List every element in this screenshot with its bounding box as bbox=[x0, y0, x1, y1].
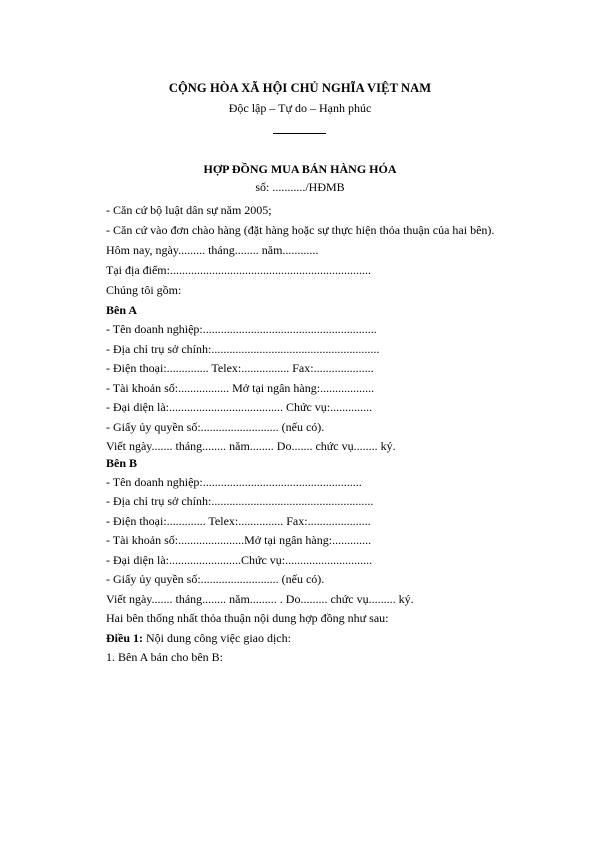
party-b-heading: Bên B bbox=[106, 456, 138, 470]
party-b-address: - Địa chỉ trụ sở chính:...................................................... bbox=[106, 494, 374, 508]
article-1-label: Điều 1: bbox=[106, 631, 143, 645]
article-1-text: Nội dung công việc giao dịch: bbox=[143, 631, 291, 645]
party-a-written: Viết ngày....... tháng........ năm........ Do....... chức vụ........ ký. bbox=[106, 439, 396, 453]
party-b-representative: - Đại diện là:........................Chức vụ:............................. bbox=[106, 553, 373, 567]
national-motto: Độc lập – Tự do – Hạnh phúc bbox=[228, 101, 372, 115]
contract-date-line: Hôm nay, ngày......... tháng........ năm............ bbox=[106, 243, 319, 257]
party-a-authorization: - Giấy ủy quyền số:.......................... (nếu có). bbox=[106, 420, 325, 434]
party-a-heading: Bên A bbox=[106, 303, 138, 317]
parties-intro: Chúng tôi gồm: bbox=[106, 283, 182, 297]
agreement-statement: Hai bên thống nhất thỏa thuận nội dung hợp đồng như sau: bbox=[106, 611, 389, 625]
party-b-written: Viết ngày....... tháng........ năm......... . Do......... chức vụ......... ký. bbox=[106, 592, 414, 606]
contract-place-line: Tại địa điểm:................................................................... bbox=[106, 263, 371, 277]
nation-heading: CỘNG HÒA XÃ HỘI CHỦ NGHĨA VIỆT NAM bbox=[168, 81, 432, 95]
article-1-item-1: 1. Bên A bán cho bên B: bbox=[106, 650, 223, 664]
party-a-address: - Địa chỉ trụ sở chính:........................................................ bbox=[106, 342, 380, 356]
article-1-line bbox=[106, 630, 291, 646]
party-b-company: - Tên doanh nghiệp:..................................................... bbox=[106, 475, 362, 489]
party-b-phone: - Điện thoại:............. Telex:............... Fax:..................... bbox=[106, 514, 371, 528]
contract-title: HỢP ĐỒNG MUA BÁN HÀNG HÓA bbox=[203, 162, 397, 176]
legal-basis-2: - Căn cứ vào đơn chào hàng (đặt hàng hoặc sự thực hiện thỏa thuận của hai bên). bbox=[106, 223, 495, 237]
header-divider bbox=[273, 133, 326, 134]
party-a-account: - Tài khoản số:................. Mở tại ngân hàng:.................. bbox=[106, 381, 375, 395]
party-b-account: - Tài khoản số:......................Mở tại ngân hàng:............. bbox=[106, 533, 372, 547]
party-a-phone: - Điện thoại:.............. Telex:................ Fax:.................... bbox=[106, 361, 374, 375]
legal-basis-1: - Căn cứ bộ luật dân sự năm 2005; bbox=[106, 203, 272, 217]
party-b-authorization: - Giấy ủy quyền số:.......................... (nếu có). bbox=[106, 572, 325, 586]
party-a-company: - Tên doanh nghiệp:.......................................................... bbox=[106, 322, 377, 336]
contract-number: số: .........../HĐMB bbox=[255, 180, 345, 194]
party-a-representative: - Đại diện là:...................................... Chức vụ:.............. bbox=[106, 400, 373, 414]
